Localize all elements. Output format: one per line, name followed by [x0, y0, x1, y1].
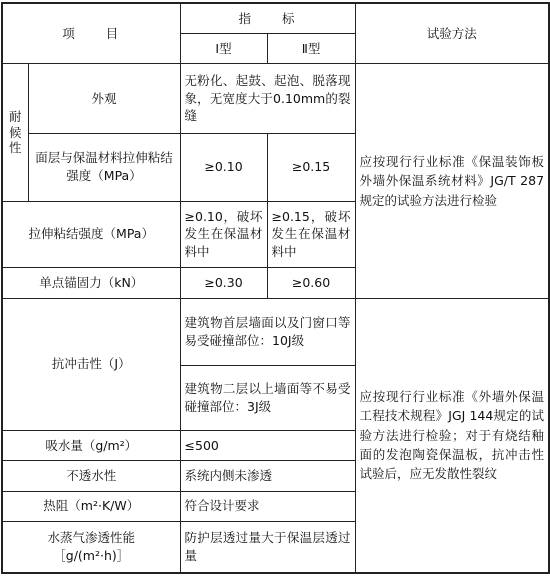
bond-strength-type1: ≥0.10	[180, 133, 267, 201]
impact-spec-1: 建筑物首层墙面以及门窗口等易受碰撞部位：10J级	[180, 298, 355, 365]
tensile-bond-type2: ≥0.15，破坏发生在保温材料中	[267, 201, 355, 267]
header-method: 试验方法	[355, 3, 549, 64]
water-absorption-spec: ≤500	[180, 430, 355, 460]
anchor-type2: ≥0.60	[267, 267, 355, 298]
vapor-name-line1: 水蒸气渗透性能	[47, 530, 136, 546]
appearance-name: 外观	[28, 64, 180, 133]
spec-table	[1, 2, 550, 574]
vapor-name-line2: ［g/(m²·h)］	[53, 547, 130, 563]
thermal-resistance-name: 热阻（m²·K/W）	[2, 491, 180, 521]
vapor-spec: 防护层透过量大于保温层透过量	[180, 521, 355, 573]
impact-spec-2: 建筑物二层以上墙面等不易受碰撞部位：3J级	[180, 365, 355, 430]
method-cell-1: 应按现行行业标准《保温装饰板外墙外保温系统材料》JG/T 287规定的试验方法进行检验	[355, 64, 549, 298]
impact-name: 抗冲击性（J）	[2, 298, 180, 430]
vapor-name	[2, 521, 180, 573]
anchor-name: 单点锚固力（kN）	[2, 267, 180, 298]
tensile-bond-name: 拉伸粘结强度（MPa）	[2, 201, 180, 267]
table-row	[2, 298, 549, 365]
impermeability-name: 不透水性	[2, 460, 180, 491]
method-cell-2: 应按现行行业标准《外墙外保温工程技术规程》JGJ 144规定的试验方法进行检验；对于有烧结釉面的发泡陶瓷保温板，抗冲击性试验后，应无发散性裂纹	[355, 298, 549, 573]
tensile-bond-type1: ≥0.10，破坏发生在保温材料中	[180, 201, 267, 267]
appearance-spec: 无粉化、起鼓、起泡、脱落现象，无宽度大于0.10mm的裂缝	[180, 64, 355, 133]
bond-strength-name: 面层与保温材料拉伸粘结强度（MPa）	[28, 133, 180, 201]
header-type1: Ⅰ型	[180, 34, 267, 64]
thermal-resistance-spec: 符合设计要求	[180, 491, 355, 521]
anchor-type1: ≥0.30	[180, 267, 267, 298]
header-index: 指 标	[180, 3, 355, 34]
header-type2: Ⅱ型	[267, 34, 355, 64]
header-row	[2, 3, 549, 34]
bond-strength-type2: ≥0.15	[267, 133, 355, 201]
table-row	[2, 64, 549, 133]
durability-label: 耐 候 性	[2, 64, 28, 201]
water-absorption-name: 吸水量（g/m²）	[2, 430, 180, 460]
impermeability-spec: 系统内侧未渗透	[180, 460, 355, 491]
header-item: 项 目	[2, 3, 180, 64]
